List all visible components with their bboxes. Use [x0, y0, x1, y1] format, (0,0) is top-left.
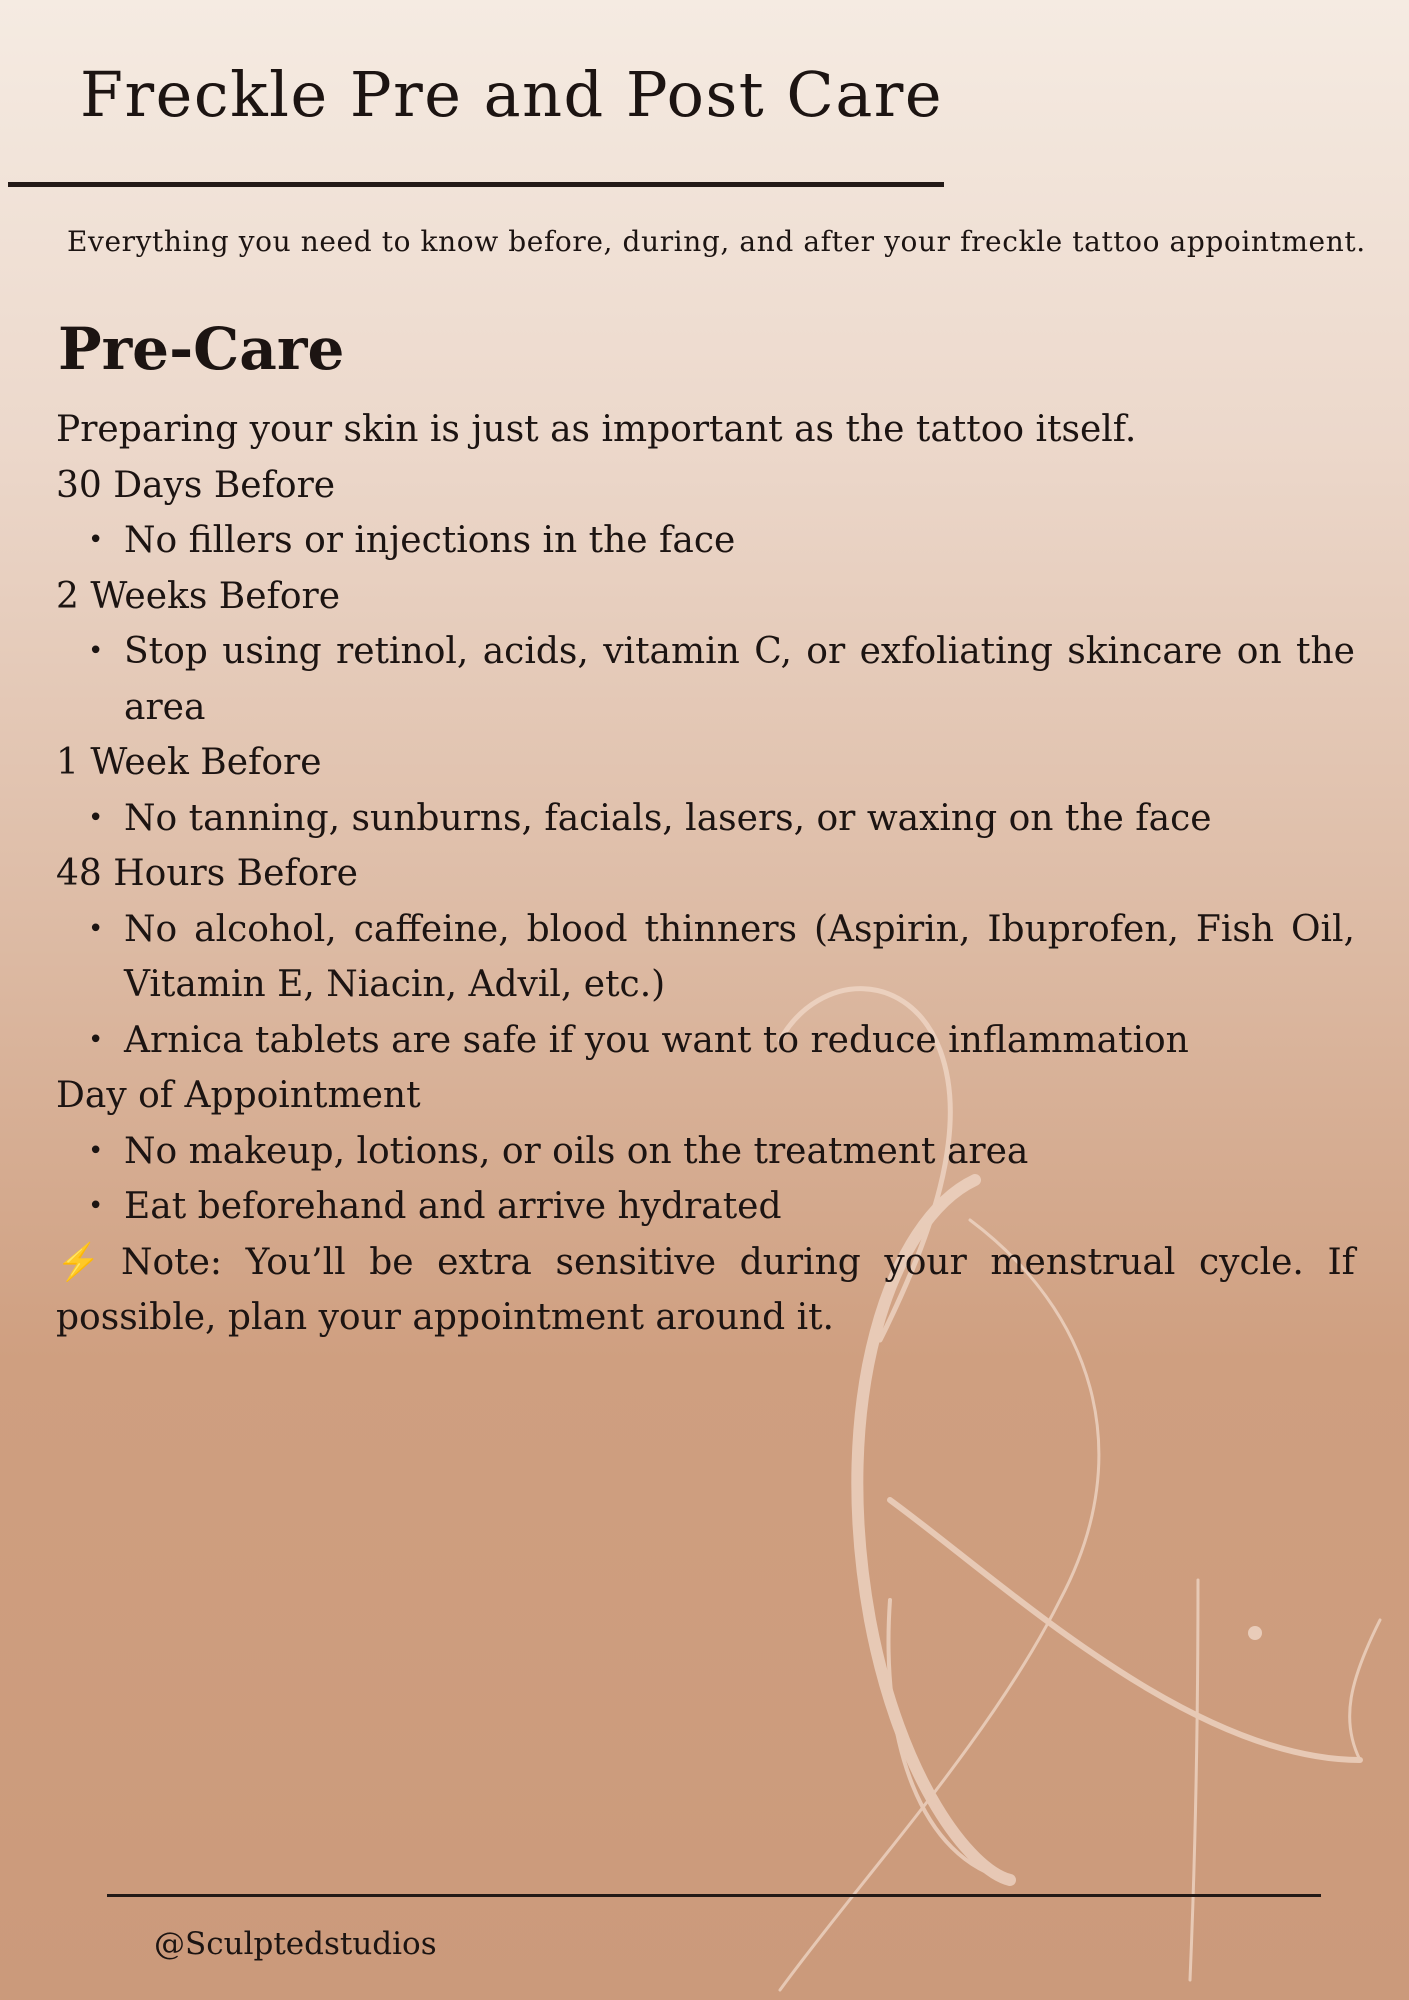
- timeline-label-30-days: 30 Days Before: [56, 464, 336, 506]
- section-heading-pre-care: Pre-Care: [58, 315, 345, 383]
- list-item: • No tanning, sunburns, facials, lasers, or waxing on the face: [124, 791, 1355, 847]
- pre-care-content: [56, 402, 1355, 1346]
- page-subtitle: Everything you need to know before, during, and after your freckle tattoo appointment.: [67, 225, 1366, 258]
- timeline-label-2-weeks: 2 Weeks Before: [56, 575, 341, 617]
- list-item: • No alcohol, caffeine, blood thinners (Aspirin, Ibuprofen, Fish Oil, Vitamin E, Niacin, Advil, etc.): [124, 902, 1355, 1013]
- title-divider: [8, 182, 944, 187]
- timeline-label-48-hours: 48 Hours Before: [56, 853, 358, 894]
- note-text: Note: You’ll be extra sensitive during your menstrual cycle. If possible, plan your appointment around it.: [56, 1241, 1356, 1338]
- timeline-list-48-hours: [56, 902, 1355, 1069]
- menstrual-cycle-note: [56, 1235, 1355, 1346]
- page-title: Freckle Pre and Post Care: [80, 58, 944, 131]
- lightning-bolt-icon: ⚡: [56, 1241, 113, 1283]
- timeline-list-1-week: [56, 791, 1355, 847]
- list-item: • No fillers or injections in the face: [124, 513, 1355, 569]
- list-item: • No makeup, lotions, or oils on the treatment area: [124, 1124, 1355, 1180]
- footer-divider: [107, 1894, 1321, 1897]
- list-item: • Arnica tablets are safe if you want to reduce inflammation: [124, 1013, 1355, 1069]
- timeline-list-30-days: [56, 513, 1355, 569]
- timeline-list-day-of: [56, 1124, 1355, 1235]
- timeline-list-2-weeks: [56, 624, 1355, 735]
- timeline-label-1-week: 1 Week Before: [56, 742, 322, 783]
- timeline-label-day-of: Day of Appointment: [56, 1075, 421, 1116]
- section-intro: Preparing your skin is just as important as the tattoo itself.: [56, 409, 1137, 450]
- list-item: • Stop using retinol, acids, vitamin C, or exfoliating skincare on the area: [124, 624, 1355, 735]
- social-handle: @Sculptedstudios: [154, 1926, 437, 1962]
- list-item: • Eat beforehand and arrive hydrated: [124, 1179, 1355, 1235]
